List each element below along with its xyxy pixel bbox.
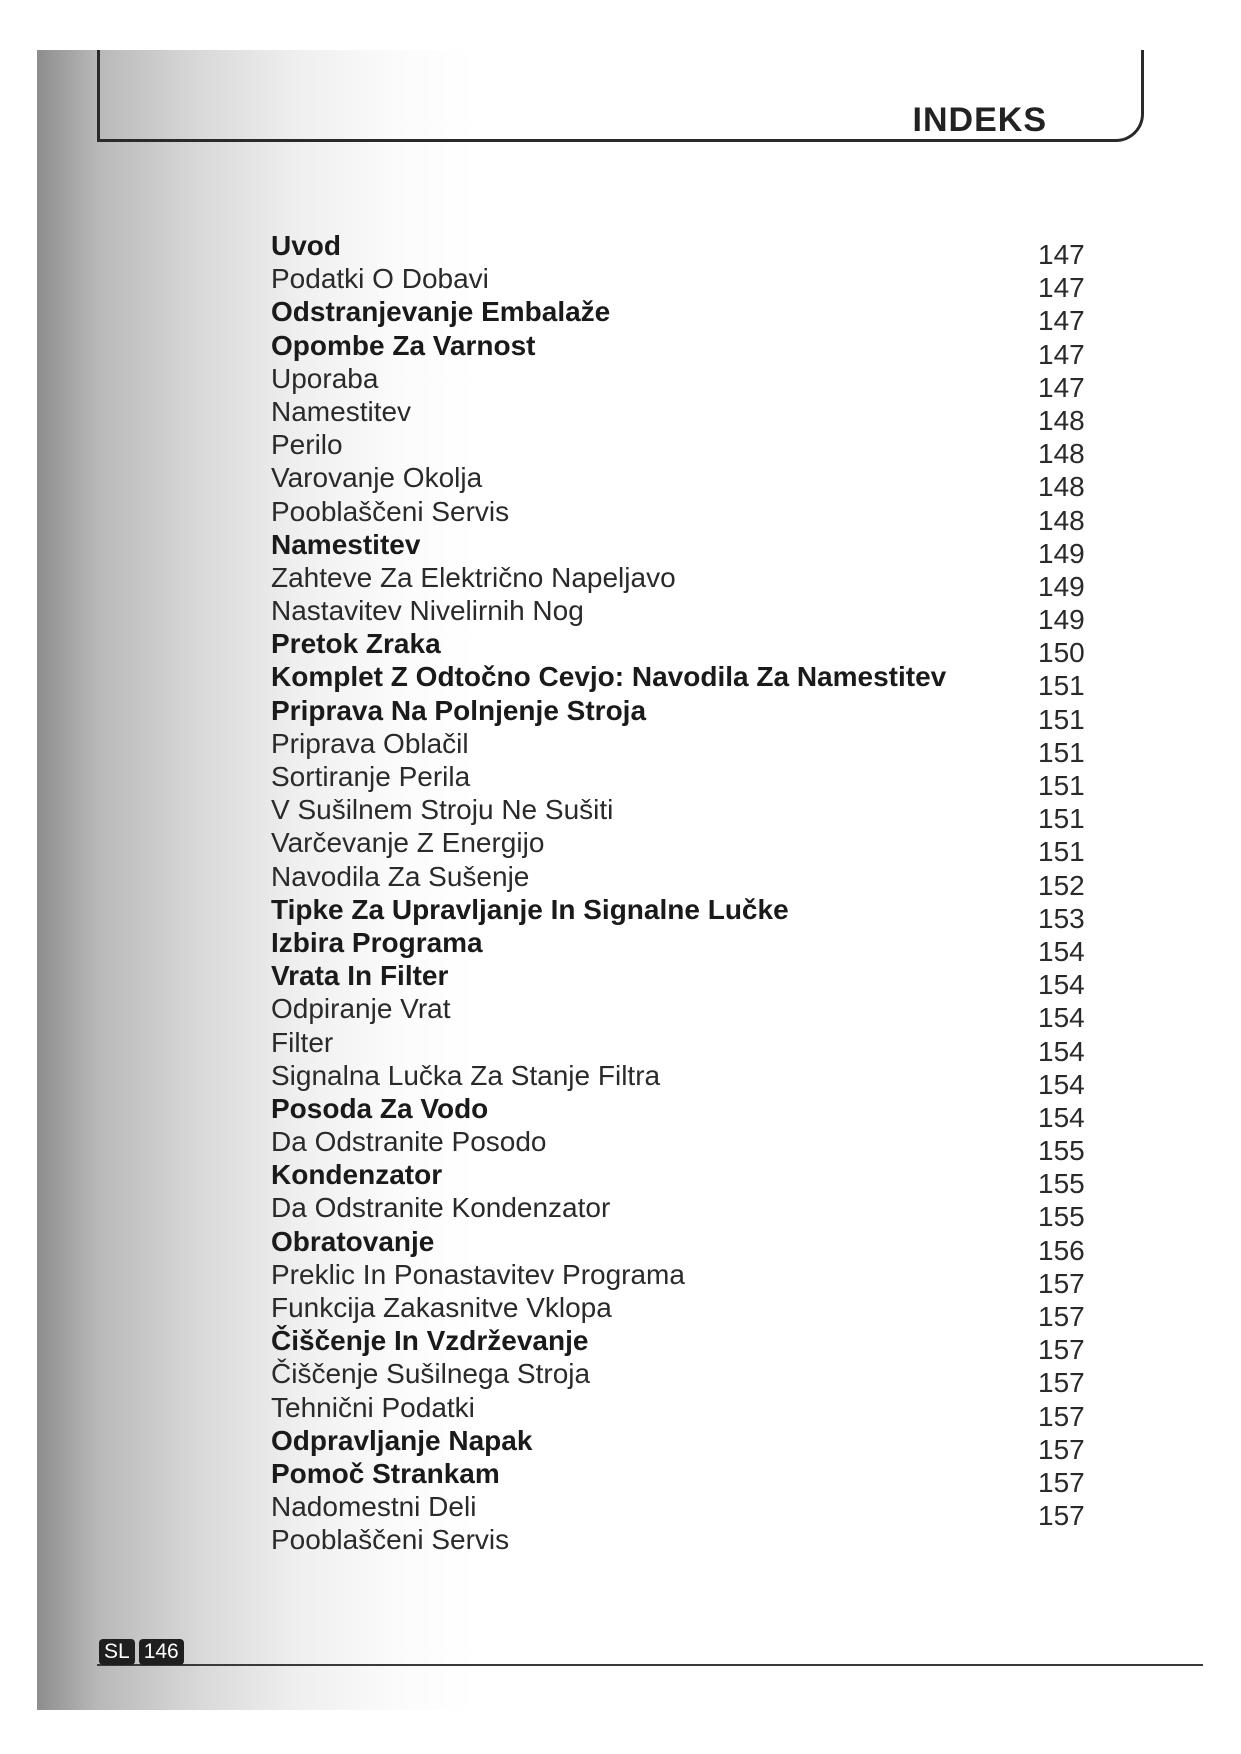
index-entry-page: 151 [1038,736,1085,768]
index-entry-title: Čiščenje In Vzdrževanje [271,1325,589,1357]
index-entry-title: Čiščenje Sušilnega Stroja [271,1358,591,1390]
index-entry-title: Tipke Za Upravljanje In Signalne Lučke [271,893,789,925]
index-entry-title: Signalna Lučka Za Stanje Filtra [271,1059,661,1091]
index-entry-title: Pomoč Strankam [271,1457,500,1489]
index-page-numbers [1038,238,1128,1532]
language-badge: SL [99,1639,135,1665]
index-entry-page: 149 [1038,604,1085,636]
index-entry-page: 152 [1038,869,1085,901]
index-entry-title: Opombe Za Varnost [271,329,536,361]
index-entry-page: 155 [1038,1135,1085,1167]
index-entry-title: Da Odstranite Posodo [271,1126,547,1158]
index-entry-title: Odpravljanje Napak [271,1424,533,1456]
index-entry-title: Izbira Programa [271,926,483,958]
footer-badges [99,1639,184,1665]
index-entry-page: 157 [1038,1400,1085,1432]
index-entry-page: 155 [1038,1201,1085,1233]
index-entry-page: 154 [1038,969,1085,1001]
index-entry-title: Pooblaščeni Servis [271,495,510,527]
index-entry-title: Komplet Z Odtočno Cevjo: Navodila Za Namestitev [271,661,947,693]
index-entry-page: 157 [1038,1466,1085,1498]
index-entry-page: 148 [1038,471,1085,503]
index-entry-page: 154 [1038,935,1085,967]
index-entry-title: Uporaba [271,362,379,394]
index-entry-page: 148 [1038,404,1085,436]
index-entry-titles [271,229,1011,1557]
index-entry-page: 150 [1038,637,1085,669]
index-entry-title: Varčevanje Z Energijo [271,827,545,859]
index-entry-page: 149 [1038,570,1085,602]
index-entry-title: Preklic In Ponastavitev Programa [271,1258,685,1290]
footer-rule [97,1664,1203,1666]
index-entry-title: Podatki O Dobavi [271,263,489,295]
index-entry-title: Tehnični Podatki [271,1391,475,1423]
index-entry-title: V Sušilnem Stroju Ne Sušiti [271,794,614,826]
index-entry-title: Zahteve Za Električno Napeljavo [271,561,676,593]
index-entry-title: Da Odstranite Kondenzator [271,1192,611,1224]
index-entry-title: Nadomestni Deli [271,1491,477,1523]
index-entry-page: 157 [1038,1433,1085,1465]
index-entry-page: 151 [1038,703,1085,735]
index-entry-page: 157 [1038,1500,1085,1532]
index-entry-title: Odstranjevanje Embalaže [271,296,611,328]
index-entry-title: Obratovanje [271,1225,435,1257]
index-entry-title: Priprava Na Polnjenje Stroja [271,694,647,726]
index-entry-page: 149 [1038,537,1085,569]
index-entry-page: 151 [1038,836,1085,868]
index-entry-page: 147 [1038,239,1085,270]
index-entry-page: 157 [1038,1267,1085,1299]
index-entry-page: 147 [1038,305,1085,337]
index-entry-title: Odpiranje Vrat [271,993,451,1025]
index-entry-title: Funkcija Zakasnitve Vklopa [271,1292,612,1323]
index-entry-page: 157 [1038,1367,1085,1399]
index-entry-page: 156 [1038,1234,1085,1266]
index-entry-page: 147 [1038,371,1085,403]
index-entry-title: Namestitev [271,395,412,427]
index-entry-page: 147 [1038,338,1085,370]
page-number-badge: 146 [139,1639,184,1665]
index-entry-page: 155 [1038,1168,1085,1200]
index-entry-page: 148 [1038,438,1085,470]
index-entry-page: 154 [1038,1068,1085,1100]
index-entry-page: 151 [1038,670,1085,702]
index-entry-page: 157 [1038,1334,1085,1366]
index-entry-title: Nastavitev Nivelirnih Nog [271,595,584,627]
index-entry-title: Priprava Oblačil [271,727,469,759]
index-entry-page: 148 [1038,504,1085,536]
index-entry-title: Posoda Za Vodo [271,1092,489,1124]
index-entry-title: Navodila Za Sušenje [271,860,530,892]
index-entry-title: Sortiranje Perila [271,761,471,792]
index-entry-page: 151 [1038,803,1085,835]
index-entry-page: 154 [1038,1101,1085,1133]
index-entry-title: Vrata In Filter [271,960,449,992]
index-entry-page: 151 [1038,770,1085,801]
index-entry-page: 154 [1038,1002,1085,1034]
index-entry-title: Kondenzator [271,1159,443,1191]
page-title: INDEKS [912,101,1047,139]
index-entry-title: Namestitev [271,528,421,560]
index-entry-page: 157 [1038,1301,1085,1332]
index-entry-title: Pooblaščeni Servis [271,1524,510,1556]
index-entry-page: 147 [1038,272,1085,304]
index-entry-title: Varovanje Okolja [271,462,483,494]
index-entry-page: 154 [1038,1035,1085,1067]
index-entry-title: Filter [271,1026,334,1058]
index-entry-title: Uvod [271,230,341,261]
index-entry-page: 153 [1038,902,1085,934]
index-entry-title: Perilo [271,429,343,461]
index-entry-title: Pretok Zraka [271,628,441,660]
